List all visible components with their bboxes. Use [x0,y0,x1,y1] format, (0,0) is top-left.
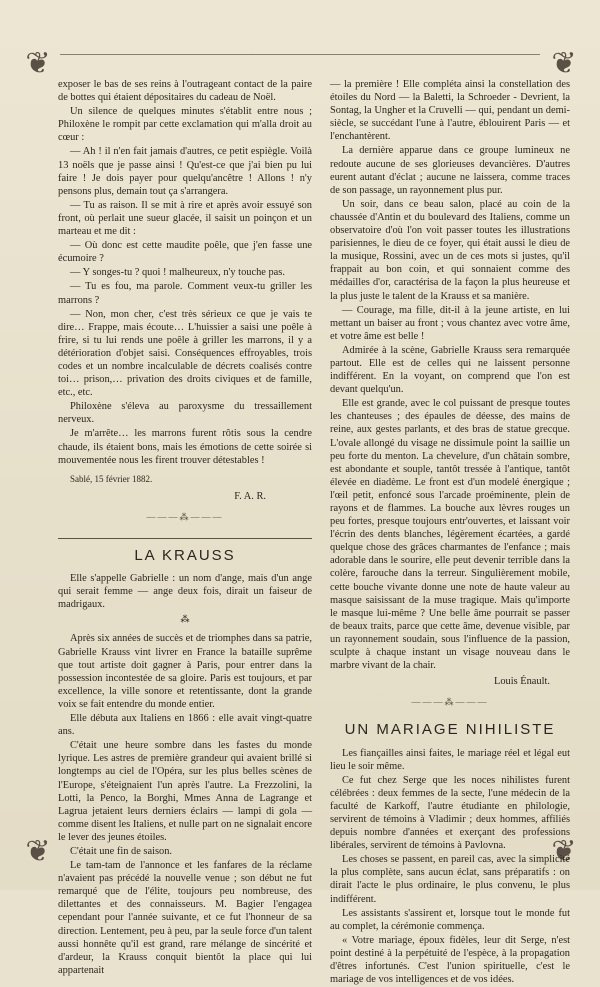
top-border-rule [60,54,540,55]
separator-ornament-icon: ———⁂——— [146,511,224,522]
paragraph: Les fiançailles ainsi faites, le mariage réel et légal eut lieu le soir même. [330,747,570,772]
paragraph: Elle débuta aux Italiens en 1866 : elle avait vingt-quatre ans. [58,713,312,738]
separator-ornament-icon: ———⁂——— [411,697,489,708]
paragraph: Elle est grande, avec le col puissant de presque toutes les chanteuses ; des épaules de déesse, des mains de reine, aux gestes parlants, et des bras de statue grecque. L'ovale allongé du visage ne dissimule point la saillie un peu forte du menton. La chevelure, d'un châtain sombre, est abondante et souple, tantôt tressée à l'antique, tantôt élevée en diadème. Le front est d'un modelé énergique ; l'œil petit, enfoncé sous l'arcade proéminente, plein de rayons et de flammes. La bouche aux lèvres rouges un peu fortes, presque toujours entr'ouvertes, et laissant voir l'écrin des dents blanches, légèrement écartées, a gardé quelque chose des grâces charmantes de l'enfance ; mais adorable dans le sourire, elle peut devenir terrible dans la colère, farouche dans la terreur. Singulièrement mobile, cette bouche vivante donne une note de haute valeur au masque saisissant de la muse tragique. Mais qu'importe le masque lui-même ? Une belle âme pourrait se passer de beaux traits, parce que cette âme, devenue visible, par un rayonnement soudain, sous l'influence de la passion, sculpte à chaque instant un visage nouveau dans le marbre vivant de la chair. [330,398,570,672]
paragraph: C'était une heure sombre dans les fastes du monde lyrique. Les astres de première grandeur qui avaient brillé si longtemps au ciel de l'Opéra, sur les plus belles scènes de l'Europe, s'éteignaient l'un après l'autre. La Frezzolini, la Lotti, la Penco, la Borghi, Mmes Anna de Lagrange et Lagrua jetaient leurs derniers éclairs — lampi di gola — comme disent les Italiens, et nulle part on ne signalait encore le lever des jeunes étoiles. [58,740,312,843]
paragraph: C'était une fin de saison. [70,845,173,857]
asterism-icon: ⁂ [180,614,190,625]
left-column [58,78,312,978]
paragraph: — Tu es fou, ma parole. Comment veux-tu griller les marrons ? [58,281,312,306]
section-title: LA KRAUSS [134,547,236,564]
corner-ornament-icon: ❦ [551,47,577,80]
paragraph: exposer le bas de ses reins à l'outrageant contact de la paire de bottes qui étaient dépositaires du cadeau de Noël. [58,79,312,104]
paragraph: — Y songes-tu ? quoi ! malheureux, n'y touche pas. [70,267,285,279]
paragraph: Philoxène s'éleva au paroxysme du tressaillement nerveux. [58,401,312,426]
author-signature: Louis Énault. [494,676,550,688]
paragraph: Le tam-tam de l'annonce et les fanfares de la réclame n'avaient pas précédé la nouvelle venue ; son début ne fut remarqué que de l'élite, toujours peu nombreuse, des dilettantes et des connaisseurs. M. Bagier l'engagea cependant pour l'année suivante, et ce fut l'honneur de sa direction. Lentement, peu à peu, par la seule force d'un talent aussi honnête qu'il est grand, rare mélange de sincérité et d'ardeur, la Krauss conquit bientôt la place qui lui appartenait [58,860,312,976]
signature: F. A. R. [234,490,266,502]
dateline: Sablé, 15 février 1882. [70,473,153,484]
paragraph: — Ah ! il n'en fait jamais d'autres, ce petit espiègle. Voilà 13 noëls que je passe ainsi ! Qu'est-ce que j'ai bien pu lui faire ! Je dois payer pour quelqu'ancêtre ! Allons ! n'y pensons plus, demain tout ça s'arrangera. [58,146,312,197]
paragraph: Un silence de quelques minutes s'établit entre nous ; Philoxène le rompit par cette exclamation qui m'alla droit au cœur : [58,106,312,144]
paragraph: — Tu as raison. Il se mit à rire et après avoir essuyé son front, où perlait une sueur glacée, il saisit un poinçon et un marteau et me dit : [58,199,312,238]
paragraph: « Votre mariage, époux fidèles, leur dit Serge, n'est point destiné à la perpétuité de l'espèce, à la propagation d'êtres infortunés. C'est l'union spirituelle, c'est le mariage de vos intelligences et de vos idées. [330,934,570,986]
paragraph: — la première ! Elle compléta ainsi la constellation des étoiles du Nord — la Baletti, la Schroeder - Devrient, la Sontag, la Ungher et la Cruvelli — qui, pendant un demi-siècle, se succédant l'une à l'autre, éblouirent Paris — et l'enchantèrent. [330,79,570,143]
paragraph: Ce fut chez Serge que les noces nihilistes furent célébrées : deux femmes de la secte, l'une médecin de la faculté de Karkoff, l'autre étudiante en philologie, servirent de témoins à Vladimir ; deux hommes, affiliés depuis nombre d'années et exerçant des professions libérales, servirent de témoins à Pavlovna. [330,774,570,852]
paragraph: Les choses se passent, en pareil cas, avec la simplicité la plus complète, sans aucun éclat, sans préparatifs : on dirait l'acte le plus ordinaire, le plus convenu, le plus indifférent. [330,854,570,905]
paragraph: Un soir, dans ce beau salon, placé au coin de la chaussée d'Antin et du boulevard des Italiens, comme un observatoire d'où l'on voit passer toutes les illustrations parisiennes, le dieu de ce foyer, qui était aussi le dieu de la musique, Rossini, avec un de ces mots si justes, qu'il frappait au bon coin, et qui sonnaient comme des médailles d'or, caractérisa de la façon la plus heureuse et la plus juste le talent de la Krauss et sa manière. [330,198,570,302]
section-rule [58,538,312,539]
paragraph: Elle s'appelle Gabrielle : un nom d'ange, mais d'un ange qui serait femme — ange deux fois, dirait un faiseur de madrigaux. [58,573,312,611]
paragraph: — Où donc est cette maudite poêle, que j'en fasse une écumoire ? [58,240,312,265]
paragraph: Les assistants s'assirent et, lorsque tout le monde fut au complet, la cérémonie commença. [330,907,570,932]
paragraph: — Non, mon cher, c'est très sérieux ce que je vais te dire… Frappe, mais écoute… L'huissier a saisi une poêle à frire, si tu lui rends une poêle à griller les marrons, il y a détérioration d'objet saisi. Conséquences effroyables, trois codes et un nombre incalculable de décrets coalisés contre toi… prison,… privation des droits civiques et de famille, etc., etc. [58,308,312,399]
paragraph: La dernière apparue dans ce groupe lumineux ne redoute aucune de ses glorieuses devancières. D'autres eurent autant d'éclat ; aucune ne laissera, comme traces de son passage, un rayonnement plus pur. [330,145,570,196]
right-column [330,78,570,987]
paragraph: — Courage, ma fille, dit-il à la jeune artiste, en lui mettant un baiser au front ; vous chantez avec votre âme, et votre âme est belle ! [330,304,570,342]
corner-ornament-icon: ❦ [25,835,51,868]
corner-ornament-icon: ❦ [25,47,51,80]
paragraph: Je m'arrête… les marrons furent rôtis sous la cendre chaude, ils étaient bons, mais les émotions de cette soirée si mouvementée nous les firent trouver détestables ! [58,428,312,466]
section-title: UN MARIAGE NIHILISTE [344,721,556,739]
paragraph: Admirée à la scène, Gabrielle Krauss sera remarquée partout. Elle est de celles qui ne laissent personne indifférent. En la voyant, on comprend que l'on est devant quelqu'un. [330,344,570,396]
corner-ornament-icon: ❦ [551,835,577,868]
paragraph: Après six années de succès et de triomphes dans sa patrie, Gabrielle Krauss vint livrer en France la bataille suprême que tout artiste doit gagner à Paris, pour entrer dans la possession incontestée de sa gloire. Paris est toujours, et par excellence, la ville sonore et retentissante, dont la grande voix se fait entendre du monde entier. [58,633,312,710]
